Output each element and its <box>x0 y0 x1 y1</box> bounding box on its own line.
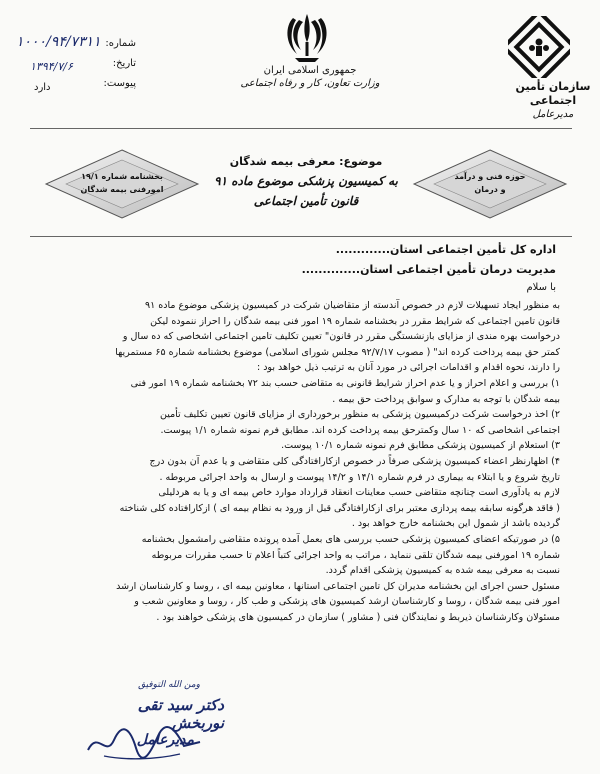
body-line: را دارند، نحوه اقدام و اقدامات اجرائی در مورد آنان به ترتیب ذیل خواهد بود : <box>256 362 560 374</box>
body-line: قانون تامین اجتماعی که شرایط مقرر در بخشنامه شماره ۱۹ امور فنی بیمه شدگان را احراز ننموده لیکن <box>150 315 560 327</box>
subject-line2: به کمیسیون پزشکی موضوع ماده ۹۱ <box>214 174 398 188</box>
department-line2: و درمان <box>474 185 506 194</box>
recipient-line1: اداره کل تأمین اجتماعی استان............. <box>335 243 556 256</box>
body-line: ۴) اظهارنظر اعضاء کمیسیون پزشکی صرفاً در خصوص ازکارافتادگی کلی متقاضی و یا عدم آن بدون درج <box>149 456 560 467</box>
body-line: کمتر حق بیمه پرداخت کرده اند" ( مصوب ۹۲/۷/۱۷ مجلس شورای اسلامی) موضوع بخشنامه شماره ۶۵ مستمریها <box>115 346 560 358</box>
government-heading: جمهوری اسلامی ایران وزارت تعاون، کار و رفاه اجتماعی <box>240 65 380 89</box>
body-line: نسبت به معرفی بیمه شده به کمیسیون پزشکی اقدام گردد. <box>325 565 560 577</box>
recipient-line2: مدیریت درمان تأمین اجتماعی استان.............. <box>301 263 556 276</box>
attachment-label: پیوست: <box>103 78 136 89</box>
body-line: ( فاقد هرگونه سابقه بیمه پردازی معتبر برای ازکارافتادگی قبل از ورود به نظام بیمه ای ) ازکارافتاده کلی شناخته <box>119 502 560 514</box>
number-label: شماره: <box>105 38 136 49</box>
body-line: اجتماعی اشخاصی که ۱۰ سال وکمترحق بیمه پرداخت کرده اند. مطابق فرم نمونه شماره ۱/۱ پیوست. <box>160 424 560 436</box>
signature-block <box>84 680 224 770</box>
body-line: مسئولان وکارشناسان ذیربط و نمایندگان فنی ( مشاور ) سازمان در کمیسیون های پزشکی خواهند بود . <box>156 612 560 623</box>
organization-logo-icon <box>508 16 570 78</box>
department-box <box>412 148 568 220</box>
letter-date: ۱۳۹۴/۷/۶ <box>30 60 73 73</box>
subject-line3: قانون تأمین اجتماعی <box>253 194 359 208</box>
attachment-value: دارد <box>34 82 51 93</box>
circular-department: امورفنی بیمه شدگان <box>80 185 164 194</box>
subject-block <box>200 153 412 211</box>
body-line: لازم به یادآوری است چنانچه متقاضی حسب معاینات انعقاد قرارداد موارد خاص بیمه ای و یا به هردلیلی <box>158 487 560 499</box>
organization-name: سازمان تأمین اجتماعی مدیرعامل <box>515 80 591 120</box>
handwritten-signature-icon <box>84 720 204 764</box>
body-line: امور فنی بیمه شدگان ، روسا و کارشناسان ارشد کمیسیون های پزشکی و طب کار ، روسا و معاونین شعب و <box>134 596 560 608</box>
letter-number: ۱۰۰۰/۹۴/۷۳۱۱ <box>16 34 101 50</box>
circular-number: بخشنامه شماره ۱۹/۱ <box>81 172 163 181</box>
body-line: مسئول حسن اجرای این بخشنامه مدیران کل تامین اجتماعی استانها ، معاونین بیمه ای ، روسا و کارشناسان ارشد <box>116 580 560 592</box>
header-divider <box>30 128 572 129</box>
body-line: ۵) در صورتیکه اعضای کمیسیون پزشکی حسب بررسی های بعمل آمده پرونده متقاضی رامشمول بخشنامه <box>141 534 560 545</box>
date-label: تاریخ: <box>112 58 136 69</box>
body-line: ۲) اخذ درخواست شرکت درکمیسیون پزشکی به منظور برخورداری از مزایای قانون تعیین تکلیف تأمین <box>159 409 560 421</box>
body-line: به منظور ایجاد تسهیلات لازم در خصوص آندسته از متقاضیان شرکت در کمیسیون پزشکی موضوع ماده ۹۱ <box>145 300 560 311</box>
subject-line1: موضوع: معرفی بیمه شدگان <box>229 155 383 168</box>
greeting: با سلام <box>526 282 556 293</box>
signatory-name: دکتر سید تقی نوربخش <box>137 696 224 732</box>
recipient-address <box>36 240 556 296</box>
body-line: گردیده باشد از شمول این بخشنامه خارج خواهد بود . <box>351 518 560 530</box>
body-line: شماره ۱۹ امورفنی بیمه شدگان تلقی ننماید ، مراتب به واحد اجرائی کتباً اعلام تا حسب مقررات مربوطه <box>151 549 560 561</box>
body-line: بیمه شدگان با توجه به مدارک و سوابق پرداخت حق بیمه . <box>332 393 560 405</box>
body-line: تاریخ شروع و یا ابتلاء به بیماری در فرم شماره ۱۴/۱ و ۱۴/۲ پیوست و ارسال به واحد اجرائی مربوطه . <box>159 471 560 483</box>
subject-divider <box>30 236 572 237</box>
body-line: ۳) استعلام از کمیسیون پزشکی مطابق فرم نمونه شماره ۱۰/۱ پیوست. <box>281 440 560 452</box>
letter-body <box>40 298 560 638</box>
department-line1: حوزه فنی و درآمد <box>454 172 526 181</box>
signatory-title: مدیرعامل <box>136 732 194 748</box>
body-line: درخواست بهره مندی از مزایای بازنشستگی مقرر در قانون" تعیین تکلیف تامین اجتماعی اشخاصی که ده سال و <box>122 331 560 343</box>
letter-meta <box>14 36 136 106</box>
national-emblem-icon <box>285 12 329 64</box>
circular-number-box <box>44 148 200 220</box>
body-line: ۱) بررسی و اعلام احراز و یا عدم احراز شرایط قانونی به متقاضی حسب بند ۷۲ بخشنامه شماره ۱۹ امور فنی <box>130 378 560 389</box>
closing-phrase: ومن الله التوفیق <box>138 680 200 690</box>
